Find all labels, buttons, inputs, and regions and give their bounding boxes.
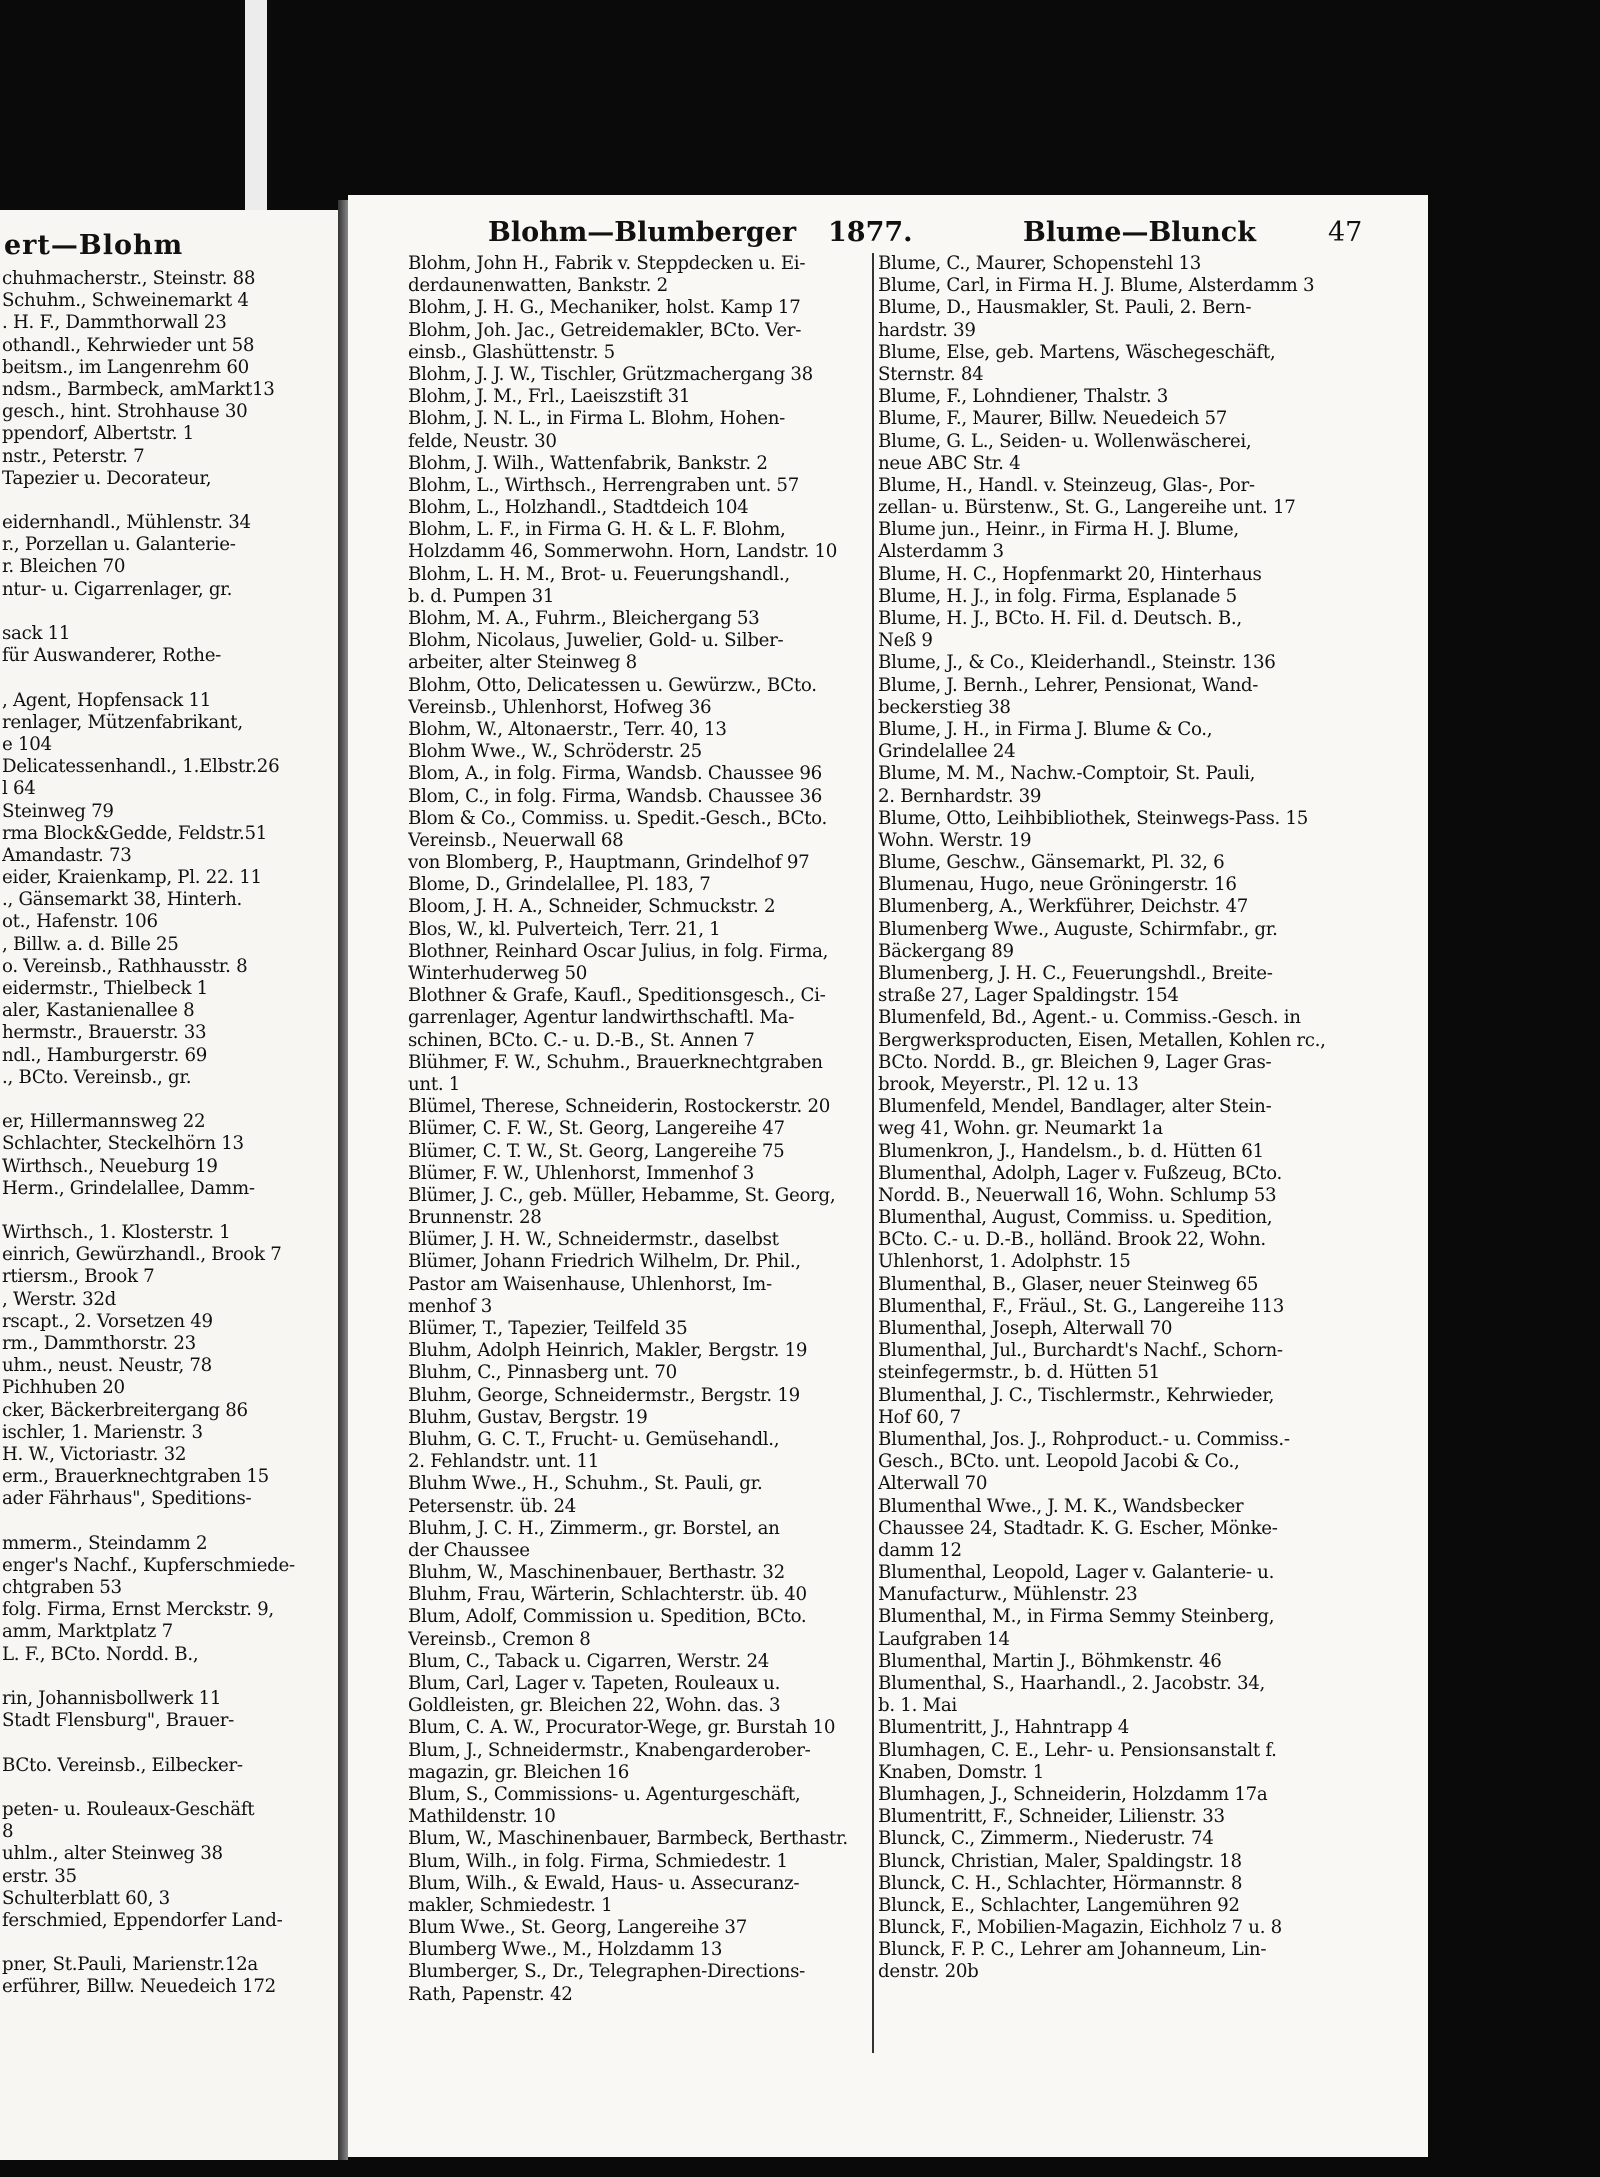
left-page-line: enger's Nachf., Kupferschmiede-: [2, 1554, 295, 1576]
directory-entry-line: Blom, A., in folg. Firma, Wandsb. Chaussee 96: [408, 763, 822, 785]
directory-entry-line: Pastor am Waisenhause, Uhlenhorst, Im-: [408, 1273, 772, 1295]
left-page-line: Schlachter, Steckelhörn 13: [2, 1133, 244, 1155]
directory-entry-line: Blumenthal, Adolph, Lager v. Fußzeug, BCto.: [878, 1162, 1282, 1184]
left-page-line: ischler, 1. Marienstr. 3: [2, 1421, 203, 1443]
scan-border: [1428, 195, 1600, 2157]
left-page-line: rma Block&Gedde, Feldstr.51: [2, 822, 268, 844]
directory-entry-line: Blume, J. H., in Firma J. Blume & Co.,: [878, 718, 1213, 740]
directory-entry-line: Blohm, J. M., Frl., Laeiszstift 31: [408, 386, 691, 408]
directory-entry-line: Blumberger, S., Dr., Telegraphen-Directions-: [408, 1961, 806, 1983]
directory-entry-line: Blom, C., in folg. Firma, Wandsb. Chaussee 36: [408, 785, 823, 807]
gutter: [338, 200, 348, 2160]
directory-entry-line: Blunck, F. P. C., Lehrer am Johanneum, Lin-: [878, 1939, 1267, 1961]
directory-entry-line: 2. Fehlandstr. unt. 11: [408, 1451, 599, 1473]
directory-entry-line: Blumenberg, J. H. C., Feuerungshdl., Breite-: [878, 963, 1273, 984]
left-page-line: chuhmacherstr., Steinstr. 88: [2, 268, 256, 289]
directory-entry-line: Blumenthal, Jos. J., Rohproduct.- u. Commiss.-: [878, 1428, 1290, 1450]
left-page-line: ntur- u. Cigarrenlager, gr.: [2, 578, 233, 600]
directory-entry-line: Blühmer, F. W., Schuhm., Brauerknechtgraben: [408, 1051, 823, 1073]
directory-entry-line: Blunck, C. H., Schlachter, Hörmannstr. 8: [878, 1872, 1243, 1894]
running-head-left: Blohm—Blumberger: [488, 217, 797, 248]
left-page-line: H. W., Victoriastr. 32: [2, 1443, 187, 1465]
left-page-line: uhm., neust. Neustr, 78: [2, 1355, 212, 1377]
directory-entry-line: Bloom, J. H. A., Schneider, Schmuckstr. 2: [408, 896, 776, 918]
directory-entry-line: Blos, W., kl. Pulverteich, Terr. 21, 1: [408, 918, 721, 940]
left-page-line: ot., Hafenstr. 106: [2, 911, 158, 933]
directory-entry-line: Blohm, Nicolaus, Juwelier, Gold- u. Silber-: [408, 630, 784, 652]
directory-entry-line: Blume, F., Maurer, Billw. Neuedeich 57: [878, 408, 1228, 430]
left-page-line: . H. F., Dammthorwall 23: [2, 312, 227, 334]
left-page-line: [2, 1511, 338, 1533]
directory-entry-line: Blohm Wwe., W., Schröderstr. 25: [408, 741, 702, 763]
left-page-line: amm, Marktplatz 7: [2, 1621, 173, 1643]
directory-entry-line: Blume, D., Hausmakler, St. Pauli, 2. Bern-: [878, 297, 1252, 319]
directory-entry-line: BCto. C.- u. D.-B., holländ. Brook 22, Wohn.: [878, 1229, 1266, 1251]
directory-entry-line: Bluhm, George, Schneidermstr., Bergstr. 19: [408, 1384, 800, 1406]
left-page-line: L. F., BCto. Nordd. B.,: [2, 1643, 199, 1665]
directory-entry-line: Blümer, T., Tapezier, Teilfeld 35: [408, 1318, 688, 1339]
binding-edge: [245, 0, 267, 210]
directory-entry-line: Wohn. Werstr. 19: [878, 829, 1032, 851]
directory-entry-line: Sternstr. 84: [878, 363, 984, 385]
directory-entry-line: Blume, C., Maurer, Schopenstehl 13: [878, 253, 1202, 274]
left-page-line: BCto. Vereinsb., Eilbecker-: [2, 1754, 243, 1776]
left-page-line: uhlm., alter Steinweg 38: [2, 1843, 223, 1865]
left-page-line: erführer, Billw. Neuedeich 172: [2, 1976, 276, 1998]
directory-entry-line: Blum, Wilh., & Ewald, Haus- u. Assecuranz-: [408, 1872, 800, 1894]
left-page-line: Wirthsch., Neueburg 19: [2, 1155, 218, 1177]
directory-entry-line: Bluhm, W., Maschinenbauer, Berthastr. 32: [408, 1562, 785, 1584]
directory-entry-line: Blohm, L. F., in Firma G. H. & L. F. Blohm,: [408, 519, 786, 541]
directory-entry-line: der Chaussee: [408, 1539, 530, 1561]
left-page-line: erstr. 35: [2, 1865, 77, 1887]
left-page-line: othandl., Kehrwieder unt 58: [2, 334, 255, 356]
directory-entry-line: Blume, H. J., BCto. H. Fil. d. Deutsch. B.,: [878, 608, 1242, 629]
directory-entry-line: Blunck, E., Schlachter, Langemühren 92: [878, 1894, 1240, 1916]
directory-entry-line: Blum, Adolf, Commission u. Spedition, BCto.: [408, 1606, 807, 1628]
left-page-line: eider, Kraienkamp, Pl. 22. 11: [2, 867, 262, 889]
left-page-line: ader Fährhaus", Speditions-: [2, 1488, 252, 1510]
directory-entry-line: Blumentritt, J., Hahntrapp 4: [878, 1717, 1130, 1739]
directory-entry-line: Knaben, Domstr. 1: [878, 1761, 1044, 1783]
left-page-line: hermstr., Brauerstr. 33: [2, 1022, 207, 1044]
left-page-line: eidernhandl., Mühlenstr. 34: [2, 512, 251, 534]
left-page-line: Schulterblatt 60, 3: [2, 1887, 170, 1909]
directory-entry-line: von Blomberg, P., Hauptmann, Grindelhof 97: [408, 852, 810, 874]
directory-entry-line: Blohm, L., Holzhandl., Stadtdeich 104: [408, 497, 749, 519]
directory-entry-line: Blumenthal, B., Glaser, neuer Steinweg 65: [878, 1273, 1259, 1295]
directory-entry-line: Blum, C., Taback u. Cigarren, Werstr. 24: [408, 1650, 769, 1672]
left-page-line: [2, 490, 338, 512]
directory-entry-line: Blum, C. A. W., Procurator-Wege, gr. Burstah 10: [408, 1717, 836, 1739]
directory-entry-line: Blunck, Christian, Maler, Spaldingstr. 18: [878, 1850, 1242, 1872]
directory-entry-line: Blume, G. L., Seiden- u. Wollenwäscherei,: [878, 430, 1252, 452]
left-page-line: ., BCto. Vereinsb., gr.: [2, 1066, 192, 1088]
left-page-line: r. Bleichen 70: [2, 556, 126, 578]
directory-entry-line: Blumenthal, Joseph, Alterwall 70: [878, 1318, 1173, 1339]
directory-entry-line: denstr. 20b: [878, 1961, 979, 1983]
directory-entry-line: Blum, Wilh., in folg. Firma, Schmiedestr. 1: [408, 1850, 788, 1872]
page-number: 47: [1328, 217, 1363, 248]
directory-entry-line: Blumenthal, S., Haarhandl., 2. Jacobstr. 34,: [878, 1673, 1266, 1694]
left-page-line: [2, 1089, 338, 1111]
directory-entry-line: Blume, H. J., in folg. Firma, Esplanade 5: [878, 585, 1237, 607]
directory-entry-line: Blohm, J. N. L., in Firma L. Blohm, Hohen-: [408, 408, 785, 430]
left-page-line: ferschmied, Eppendorfer Land-: [2, 1909, 283, 1931]
left-page-line: [2, 1932, 338, 1954]
directory-entry-line: Blumenfeld, Bd., Agent.- u. Commiss.-Gesch. in: [878, 1007, 1301, 1029]
left-page-line: Amandastr. 73: [2, 844, 132, 866]
directory-entry-line: Blümer, F. W., Uhlenhorst, Immenhof 3: [408, 1162, 755, 1184]
directory-entry-line: Bergwerksproducten, Eisen, Metallen, Kohlen rc.,: [878, 1029, 1326, 1051]
directory-entry-line: Blothner, Reinhard Oscar Julius, in folg. Firma,: [408, 940, 829, 962]
directory-entry-line: Bluhm, J. C. H., Zimmerm., gr. Borstel, an: [408, 1517, 780, 1539]
directory-entry-line: Blohm, W., Altonaerstr., Terr. 40, 13: [408, 718, 727, 740]
directory-entry-line: Alsterdamm 3: [878, 541, 1004, 563]
directory-entry-line: Blumenfeld, Mendel, Bandlager, alter Stein-: [878, 1096, 1272, 1118]
directory-entry-line: Bluhm, Adolph Heinrich, Makler, Bergstr. 19: [408, 1340, 808, 1362]
directory-entry-line: Holzdamm 46, Sommerwohn. Horn, Landstr. 10: [408, 541, 838, 563]
directory-entry-line: Blom & Co., Commiss. u. Spedit.-Gesch., BCto.: [408, 807, 827, 829]
directory-entry-line: Blumenthal, Martin J., Böhmkenstr. 46: [878, 1650, 1222, 1672]
directory-entry-line: Bluhm, Frau, Wärterin, Schlachterstr. üb. 40: [408, 1584, 807, 1606]
directory-entry-line: Blumberg Wwe., M., Holzdamm 13: [408, 1939, 723, 1961]
directory-entry-line: brook, Meyerstr., Pl. 12 u. 13: [878, 1073, 1139, 1095]
left-page-header: ert—Blohm: [4, 230, 184, 261]
left-page-line: [2, 1200, 338, 1222]
directory-entry-line: Blumentritt, F., Schneider, Lilienstr. 33: [878, 1806, 1225, 1828]
directory-entry-line: Blohm, L., Wirthsch., Herrengraben unt. 57: [408, 474, 799, 496]
left-page-line: [2, 1777, 338, 1799]
directory-entry-line: Blumenberg Wwe., Auguste, Schirmfabr., gr.: [878, 918, 1278, 940]
directory-entry-line: Mathildenstr. 10: [408, 1806, 556, 1828]
left-page-line: einrich, Gewürzhandl., Brook 7: [2, 1244, 282, 1266]
left-page-line: sack 11: [2, 623, 71, 644]
directory-entry-line: Blumenthal, F., Fräul., St. G., Langereihe 113: [878, 1295, 1285, 1317]
directory-entry-line: Blume, Geschw., Gänsemarkt, Pl. 32, 6: [878, 852, 1225, 874]
left-page-line: 8: [2, 1821, 14, 1843]
directory-entry-line: Blumenthal Wwe., J. M. K., Wandsbecker: [878, 1495, 1244, 1517]
directory-entry-line: Blum, S., Commissions- u. Agenturgeschäft,: [408, 1783, 801, 1805]
left-page-line: beitsm., im Langenrehm 60: [2, 356, 249, 378]
directory-entry-line: Blümer, J. C., geb. Müller, Hebamme, St. Georg,: [408, 1184, 836, 1206]
left-page-line: rtiersm., Brook 7: [2, 1266, 155, 1288]
directory-entry-line: Blumenthal, Jul., Burchardt's Nachf., Schorn-: [878, 1340, 1283, 1362]
directory-entry-line: Bluhm Wwe., H., Schuhm., St. Pauli, gr.: [408, 1473, 763, 1495]
left-page-line: o. Vereinsb., Rathhausstr. 8: [2, 955, 248, 977]
directory-entry-line: Blume, H., Handl. v. Steinzeug, Glas-, Por-: [878, 474, 1255, 496]
directory-entry-line: damm 12: [878, 1539, 962, 1561]
directory-entry-line: Blümer, J. H. W., Schneidermstr., daselbst: [408, 1229, 779, 1251]
directory-entry-line: Nordd. B., Neuerwall 16, Wohn. Schlump 53: [878, 1184, 1277, 1206]
directory-entry-line: Hof 60, 7: [878, 1406, 961, 1428]
left-page: [0, 210, 338, 2160]
left-page-line: , Agent, Hopfensack 11: [2, 689, 212, 711]
left-page-line: ., Gänsemarkt 38, Hinterh.: [2, 889, 242, 911]
directory-entry-line: Blume, Carl, in Firma H. J. Blume, Alsterdamm 3: [878, 275, 1315, 297]
directory-entry-line: Blohm, Otto, Delicatessen u. Gewürzw., BCto.: [408, 674, 817, 696]
directory-entry-line: Blumenthal, Leopold, Lager v. Galanterie- u.: [878, 1562, 1275, 1584]
left-page-line: Tapezier u. Decorateur,: [2, 467, 212, 489]
left-page-line: pner, St.Pauli, Marienstr.12a: [2, 1954, 258, 1976]
directory-entry-line: beckerstieg 38: [878, 696, 1011, 718]
directory-entry-line: felde, Neustr. 30: [408, 430, 557, 452]
directory-entry-line: Neß 9: [878, 630, 933, 652]
directory-entry-line: Blumenkron, J., Handelsm., b. d. Hütten 61: [878, 1140, 1264, 1162]
directory-entry-line: Petersenstr. üb. 24: [408, 1495, 577, 1517]
directory-entry-line: Blum, W., Maschinenbauer, Barmbeck, Berthastr.: [408, 1828, 848, 1850]
directory-entry-line: Blum, Carl, Lager v. Tapeten, Rouleaux u.: [408, 1673, 781, 1694]
directory-entry-line: Alterwall 70: [878, 1473, 988, 1495]
left-page-line: r., Porzellan u. Galanterie-: [2, 534, 236, 556]
left-page-line: [2, 1666, 338, 1688]
directory-entry-line: Blume, F., Lohndiener, Thalstr. 3: [878, 386, 1169, 408]
directory-entry-line: Blume, J. Bernh., Lehrer, Pensionat, Wand-: [878, 674, 1259, 696]
left-page-line: er, Hillermannsweg 22: [2, 1111, 206, 1133]
left-page-line: ndl., Hamburgerstr. 69: [2, 1044, 208, 1066]
directory-entry-line: Manufacturw., Mühlenstr. 23: [878, 1584, 1138, 1606]
directory-entry-line: Chaussee 24, Stadtadr. K. G. Escher, Mönke-: [878, 1517, 1278, 1539]
directory-entry-line: zellan- u. Bürstenw., St. G., Langereihe unt. 17: [878, 497, 1296, 519]
left-page-line: für Auswanderer, Rothe-: [2, 645, 222, 667]
left-page-line: Pichhuben 20: [2, 1377, 125, 1399]
right-page: [348, 195, 1428, 2157]
directory-entry-line: Blohm, J. Wilh., Wattenfabrik, Bankstr. 2: [408, 452, 768, 474]
directory-entry-line: Vereinsb., Neuerwall 68: [408, 829, 624, 851]
left-page-line: , Billw. a. d. Bille 25: [2, 933, 179, 955]
directory-entry-line: Winterhuderweg 50: [408, 963, 587, 984]
directory-entry-line: Blothner & Grafe, Kaufl., Speditionsgesch., Ci-: [408, 985, 826, 1007]
left-page-line: [2, 1732, 338, 1754]
directory-entry-line: Blumenthal, M., in Firma Semmy Steinberg,: [878, 1606, 1275, 1628]
left-page-text: [2, 268, 338, 1999]
left-page-line: nstr., Peterstr. 7: [2, 445, 145, 467]
directory-entry-line: derdaunenwatten, Bankstr. 2: [408, 275, 668, 297]
directory-entry-line: Blume, H. C., Hopfenmarkt 20, Hinterhaus: [878, 563, 1262, 585]
left-page-line: aler, Kastanienallee 8: [2, 1000, 195, 1022]
left-page-line: l 64: [2, 778, 36, 800]
directory-entry-line: Blume, Otto, Leihbibliothek, Steinwegs-Pass. 15: [878, 807, 1308, 829]
directory-entry-line: Blumhagen, J., Schneiderin, Holzdamm 17a: [878, 1783, 1268, 1805]
directory-entry-line: arbeiter, alter Steinweg 8: [408, 652, 637, 674]
directory-entry-line: Blumenau, Hugo, neue Gröningerstr. 16: [878, 874, 1237, 896]
directory-entry-line: Blohm, J. J. W., Tischler, Grützmachergang 38: [408, 363, 813, 385]
directory-entry-line: Blohm, Joh. Jac., Getreidemakler, BCto. Ver-: [408, 319, 802, 341]
left-page-line: Wirthsch., 1. Klosterstr. 1: [2, 1222, 231, 1244]
left-page-line: gesch., hint. Strohhause 30: [2, 401, 248, 423]
left-page-line: Delicatessenhandl., 1.Elbstr.26: [2, 756, 280, 778]
left-page-line: chtgraben 53: [2, 1577, 122, 1599]
directory-column-right: [878, 253, 1423, 1984]
left-page-line: rm., Dammthorstr. 23: [2, 1333, 196, 1354]
directory-entry-line: Blumenthal, August, Commiss. u. Spedition,: [878, 1207, 1273, 1229]
column-divider: [872, 253, 874, 2053]
directory-entry-line: Laufgraben 14: [878, 1628, 1010, 1650]
left-page-line: erm., Brauerknechtgraben 15: [2, 1466, 269, 1488]
directory-entry-line: makler, Schmiedestr. 1: [408, 1894, 613, 1916]
directory-entry-line: unt. 1: [408, 1073, 461, 1095]
left-page-line: Herm., Grindelallee, Damm-: [2, 1177, 255, 1199]
directory-entry-line: Blume jun., Heinr., in Firma H. J. Blume,: [878, 519, 1239, 541]
directory-entry-line: Blum, J., Schneidermstr., Knabengarderober-: [408, 1739, 811, 1761]
left-page-line: , Werstr. 32d: [2, 1288, 117, 1310]
directory-entry-line: Blümel, Therese, Schneiderin, Rostockerstr. 20: [408, 1096, 830, 1118]
left-page-line: [2, 667, 338, 689]
left-page-line: [2, 601, 338, 623]
left-page-line: Stadt Flensburg", Brauer-: [2, 1710, 234, 1732]
directory-entry-line: Blohm, L. H. M., Brot- u. Feuerungshandl.,: [408, 563, 790, 585]
directory-entry-line: menhof 3: [408, 1295, 493, 1317]
directory-entry-line: schinen, BCto. C.- u. D.-B., St. Annen 7: [408, 1029, 755, 1051]
left-page-line: renlager, Mützenfabrikant,: [2, 711, 243, 733]
directory-entry-line: Blumenthal, J. C., Tischlermstr., Kehrwieder,: [878, 1384, 1275, 1406]
directory-entry-line: Blume, J., & Co., Kleiderhandl., Steinstr. 136: [878, 652, 1276, 674]
directory-entry-line: steinfegermstr., b. d. Hütten 51: [878, 1362, 1160, 1384]
directory-entry-line: Rath, Papenstr. 42: [408, 1983, 573, 2005]
left-page-line: folg. Firma, Ernst Merckstr. 9,: [2, 1599, 274, 1621]
left-page-line: rscapt., 2. Vorsetzen 49: [2, 1310, 213, 1332]
directory-entry-line: Brunnenstr. 28: [408, 1207, 542, 1229]
directory-entry-line: Bluhm, C., Pinnasberg unt. 70: [408, 1362, 677, 1384]
directory-entry-line: Blumhagen, C. E., Lehr- u. Pensionsanstalt f.: [878, 1739, 1277, 1761]
left-page-line: ndsm., Barmbeck, amMarkt13: [2, 378, 275, 400]
directory-entry-line: hardstr. 39: [878, 319, 976, 341]
directory-entry-line: Bluhm, G. C. T., Frucht- u. Gemüsehandl.,: [408, 1428, 780, 1450]
directory-entry-line: magazin, gr. Bleichen 16: [408, 1761, 630, 1783]
left-page-line: peten- u. Rouleaux-Geschäft: [2, 1798, 255, 1820]
directory-entry-line: 2. Bernhardstr. 39: [878, 785, 1042, 807]
directory-entry-line: Blunck, C., Zimmerm., Niederustr. 74: [878, 1828, 1214, 1850]
directory-entry-line: Blumenberg, A., Werkführer, Deichstr. 47: [878, 896, 1249, 918]
directory-entry-line: Blume, Else, geb. Martens, Wäschegeschäft,: [878, 341, 1276, 363]
directory-entry-line: Blume, M. M., Nachw.-Comptoir, St. Pauli,: [878, 763, 1256, 785]
left-page-line: mmerm., Steindamm 2: [2, 1532, 208, 1554]
directory-entry-line: neue ABC Str. 4: [878, 452, 1021, 474]
directory-entry-line: Blümer, Johann Friedrich Wilhelm, Dr. Phil.,: [408, 1251, 801, 1273]
left-page-line: rin, Johannisbollwerk 11: [2, 1688, 222, 1709]
directory-entry-line: Vereinsb., Uhlenhorst, Hofweg 36: [408, 696, 712, 718]
directory-entry-line: Gesch., BCto. unt. Leopold Jacobi & Co.,: [878, 1451, 1240, 1473]
directory-entry-line: b. 1. Mai: [878, 1695, 957, 1717]
left-page-line: cker, Bäckerbreitergang 86: [2, 1399, 248, 1421]
directory-entry-line: weg 41, Wohn. gr. Neumarkt 1a: [878, 1118, 1163, 1140]
directory-entry-line: Blohm, J. H. G., Mechaniker, holst. Kamp 17: [408, 297, 801, 319]
directory-entry-line: Blunck, F., Mobilien-Magazin, Eichholz 7 u. 8: [878, 1917, 1282, 1939]
left-page-line: ppendorf, Albertstr. 1: [2, 423, 194, 445]
directory-entry-line: Grindelallee 24: [878, 741, 1016, 763]
directory-entry-line: garrenlager, Agentur landwirthschaftl. Ma-: [408, 1007, 795, 1029]
directory-entry-line: Vereinsb., Cremon 8: [408, 1628, 591, 1650]
running-head-year: 1877.: [828, 217, 913, 248]
directory-entry-line: Goldleisten, gr. Bleichen 22, Wohn. das. 3: [408, 1695, 781, 1717]
directory-entry-line: b. d. Pumpen 31: [408, 585, 555, 607]
left-page-line: Schuhm., Schweinemarkt 4: [2, 290, 249, 312]
directory-entry-line: einsb., Glashüttenstr. 5: [408, 341, 615, 363]
running-head-right: Blume—Blunck: [1023, 217, 1256, 248]
directory-entry-line: Blohm, John H., Fabrik v. Steppdecken u. Ei-: [408, 253, 806, 274]
left-page-line: Steinweg 79: [2, 800, 114, 822]
directory-entry-line: Blome, D., Grindelallee, Pl. 183, 7: [408, 874, 711, 896]
directory-entry-line: Bäckergang 89: [878, 940, 1014, 962]
directory-entry-line: Bluhm, Gustav, Bergstr. 19: [408, 1406, 648, 1428]
directory-entry-line: Uhlenhorst, 1. Adolphstr. 15: [878, 1251, 1131, 1273]
directory-entry-line: Blümer, C. T. W., St. Georg, Langereihe 75: [408, 1140, 785, 1162]
left-page-line: eidermstr., Thielbeck 1: [2, 978, 208, 999]
directory-entry-line: BCto. Nordd. B., gr. Bleichen 9, Lager Gras-: [878, 1051, 1272, 1073]
directory-entry-line: Blümer, C. F. W., St. Georg, Langereihe 47: [408, 1118, 785, 1140]
left-page-line: e 104: [2, 733, 52, 755]
directory-entry-line: Blohm, M. A., Fuhrm., Bleichergang 53: [408, 608, 760, 629]
directory-entry-line: Blum Wwe., St. Georg, Langereihe 37: [408, 1917, 747, 1939]
directory-entry-line: straße 27, Lager Spaldingstr. 154: [878, 985, 1179, 1007]
